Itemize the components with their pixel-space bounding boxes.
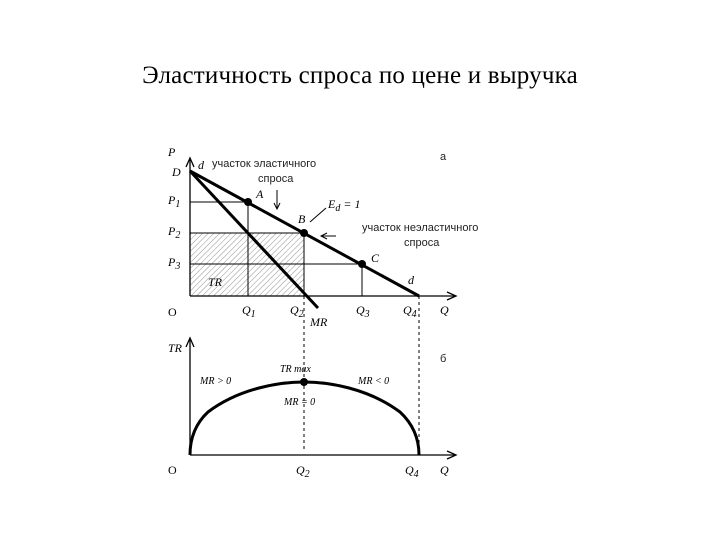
inelastic-note-2: спроса [404,237,440,249]
q1-label: $Q_1$ [242,303,256,320]
point-a-marker [244,198,252,206]
panel-a [167,145,478,450]
p1-label: $P_1$ [168,193,181,210]
axis-q-label-a: Q [440,303,449,317]
panel-b-label: б [440,353,447,365]
point-d-label: D [172,165,181,179]
elastic-note-2: спроса [258,173,294,185]
point-a-label: A [256,187,264,201]
point-c-marker [358,260,366,268]
point-b-label: B [298,212,306,226]
origin-b-label: O [168,463,177,477]
unit-elasticity-leader [310,208,326,222]
elastic-note-1: участок эластичного [212,158,317,170]
tr-area-label: TR [208,275,223,289]
axis-q-label-b: Q [440,463,449,477]
axis-tr-label: TR [168,341,183,355]
p3-label: $P_3$ [168,255,181,272]
origin-a-label: O [168,305,177,319]
unit-elasticity-label: $E_d = 1$ [328,197,361,214]
demand-label-bottom: d [408,273,414,287]
demand-label-top: d [198,158,204,172]
point-b-marker [300,229,308,237]
point-c-label: C [371,251,380,265]
mr-zero-label: MR = 0 [284,397,316,408]
q3-label: $Q_3$ [356,303,370,320]
tr-max-marker [300,378,308,386]
mr-positive-label: MR > 0 [200,376,232,387]
q4-label: $Q_4$ [403,303,417,320]
panel-a-label: a [440,151,447,163]
q2-label: $Q_2$ [290,303,304,320]
axis-p-label: P [168,145,176,159]
mr-line-label: MR [310,315,328,329]
mr-negative-label: MR < 0 [358,376,390,387]
inelastic-note-1: участок неэластичного [362,222,479,234]
slide-title: Эластичность спроса по цене и выручка [142,62,578,89]
panel-b [168,338,456,480]
q2-label-b: $Q_2$ [296,463,310,480]
p2-label: $P_2$ [168,224,181,241]
tr-max-label: TR max [280,364,311,375]
q4-label-b: $Q_4$ [405,463,419,480]
